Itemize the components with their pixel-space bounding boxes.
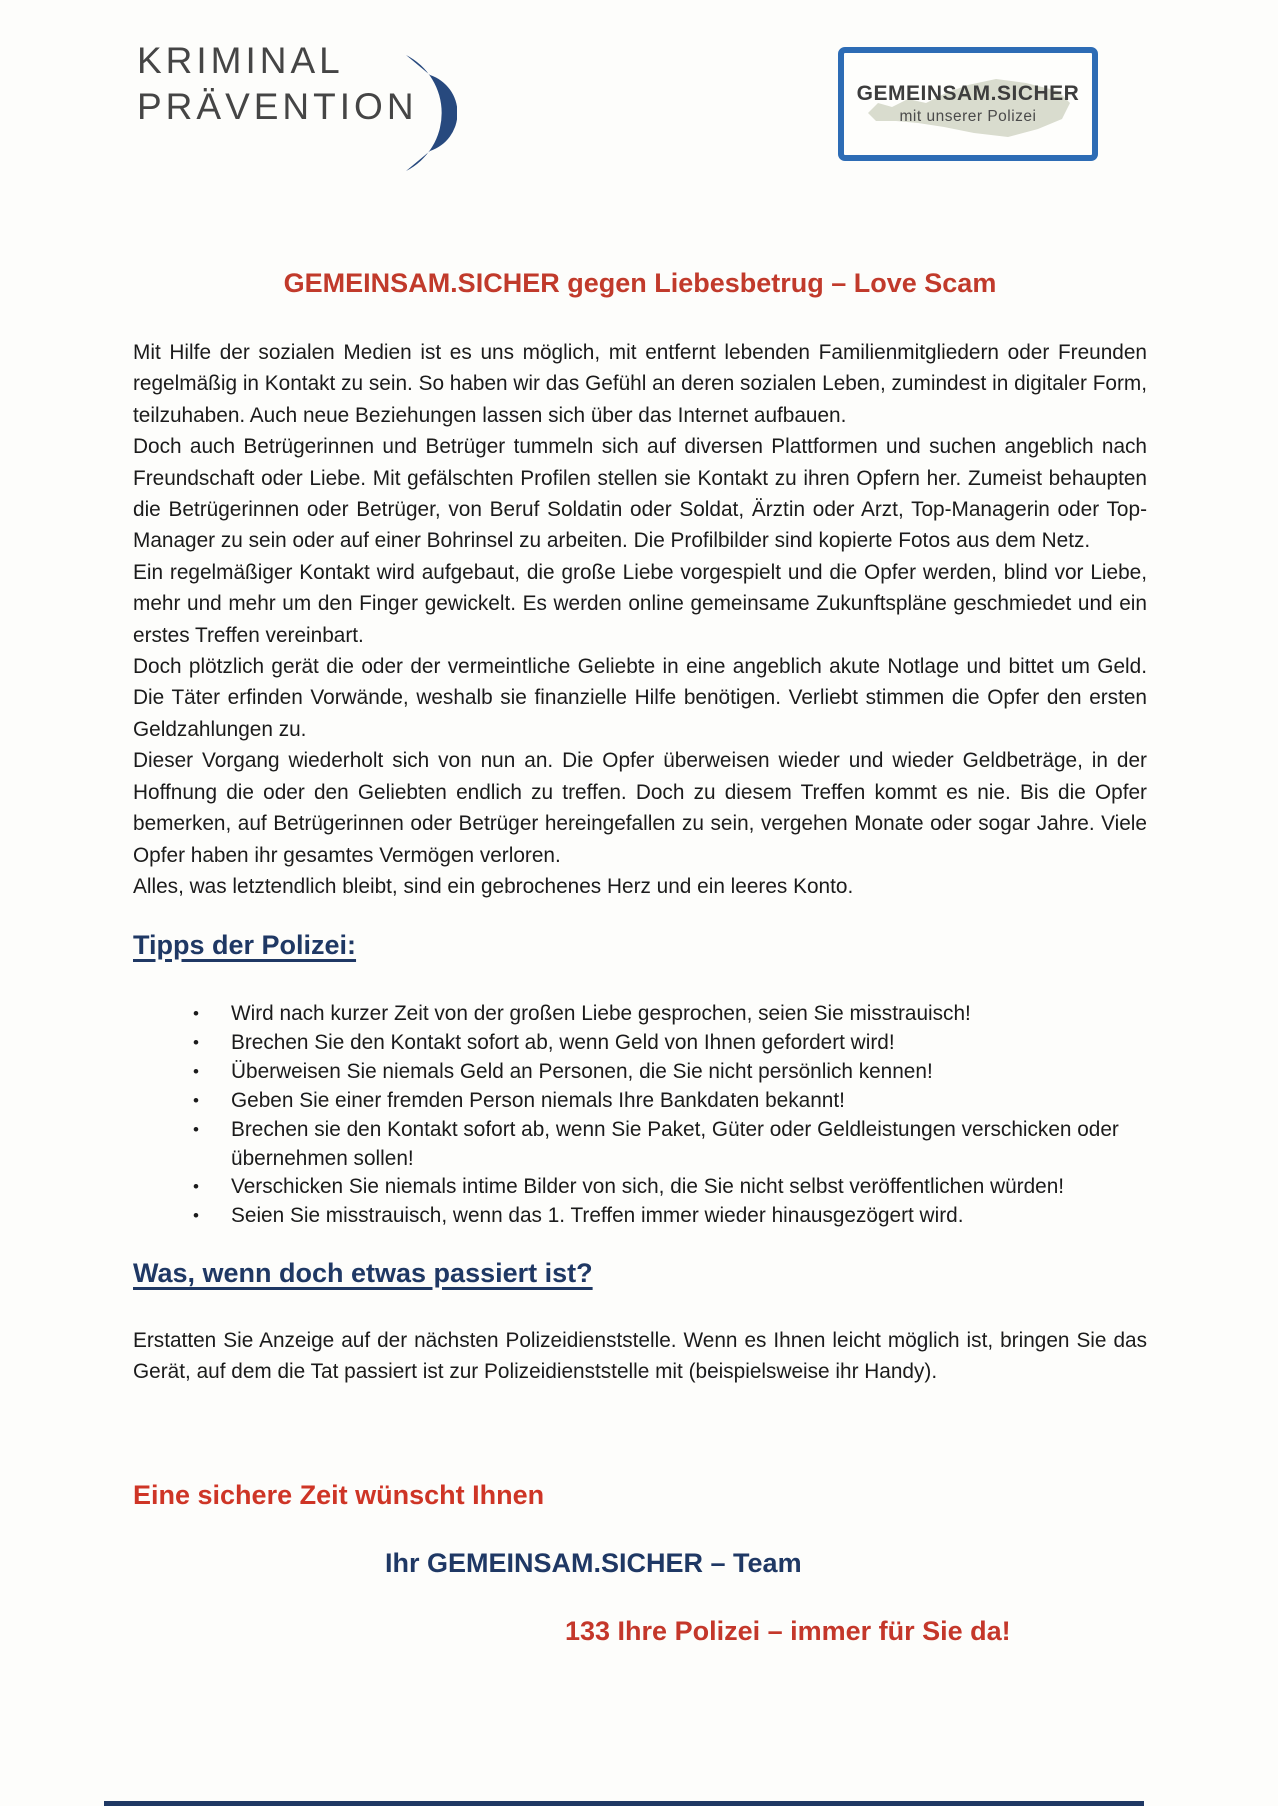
tip-text: Geben Sie einer fremden Person niemals Ihre Bankdaten bekannt! [231, 1088, 845, 1112]
closing-wish: Eine sichere Zeit wünscht Ihnen [133, 1480, 545, 1510]
footer-bar [104, 1801, 1144, 1806]
tip-item [193, 1058, 1207, 1087]
tip-item [193, 1202, 1207, 1231]
tip-item [193, 1000, 1207, 1029]
tip-text: Brechen Sie den Kontakt sofort ab, wenn Geld von Ihnen gefordert wird! [231, 1030, 895, 1054]
logo-text-line1: KRIMINAL [137, 40, 344, 81]
logo-text-line2: PRÄVENTION [137, 86, 418, 127]
bullet-icon: • [193, 1090, 199, 1110]
tips-list [133, 1000, 1207, 1231]
badge-text [844, 53, 1092, 155]
body-paragraph: Doch auch Betrügerinnen und Betrüger tummeln sich auf diversen Plattformen und suchen angeblich nach Freundschaft oder Liebe. Mit gefälschten Profilen stellen sie Kontakt zu ihren Opfern her. Zumeist behaupten die Betrügerinnen oder Betrüger, von Beruf Soldatin oder Soldat, Ärztin oder Arzt, Top-Managerin oder Top-Manager zu sein oder auf einer Bohrinsel zu arbeiten. Die Profilbilder sind kopierte Fotos aus dem Netz. [133, 435, 1147, 553]
incident-paragraph [133, 1325, 1147, 1388]
tip-item [193, 1173, 1207, 1202]
bullet-icon: • [193, 1032, 199, 1052]
tip-text: Wird nach kurzer Zeit von der großen Liebe gesprochen, seien Sie misstrauisch! [231, 1002, 971, 1025]
body-text [133, 337, 1147, 902]
tip-text: Überweisen Sie niemals Geld an Personen, die Sie nicht persönlich kennen! [231, 1059, 933, 1083]
closing-emergency: 133 Ihre Polizei – immer für Sie da! [565, 1616, 1011, 1646]
incident-heading: Was, wenn doch etwas passiert ist? [133, 1258, 593, 1288]
body-paragraph: Dieser Vorgang wiederholt sich von nun an. Die Opfer überweisen wieder und wieder Geldbeträge, in der Hoffnung die oder den Geliebten endlich zu treffen. Doch zu diesem Treffen kommt es nie. Bis die Opfer bemerken, auf Betrügerinnen oder Betrüger hereingefallen zu sein, vergehen Monate oder sogar Jahre. Viele Opfer haben ihr gesamtes Vermögen verloren. [133, 749, 1147, 867]
gemeinsam-sicher-badge [838, 47, 1098, 161]
body-paragraph: Doch plötzlich gerät die oder der vermeintliche Geliebte in eine angeblich akute Notlage und bittet um Geld. Die Täter erfinden Vorwände, weshalb sie finanzielle Hilfe benötigen. Verliebt stimmen die Opfer den ersten Geldzahlungen zu. [133, 655, 1147, 741]
body-paragraph: Ein regelmäßiger Kontakt wird aufgebaut, die große Liebe vorgespielt und die Opfer werden, blind vor Liebe, mehr und mehr um den Finger gewickelt. Es werden online gemeinsame Zukunftspläne geschmiedet und ein erstes Treffen vereinbart. [133, 560, 1147, 647]
page-title: GEMEINSAM.SICHER gegen Liebesbetrug – Love Scam [283, 268, 997, 298]
tip-text: Seien Sie misstrauisch, wenn das 1. Treffen immer wieder hinausgezögert wird. [231, 1204, 964, 1228]
bullet-icon: • [193, 1061, 199, 1081]
tip-text: Brechen sie den Kontakt sofort ab, wenn Sie Paket, Güter oder Geldleistungen verschicken oder übernehmen sollen! [231, 1117, 1119, 1170]
tips-heading: Tipps der Polizei: [133, 930, 357, 960]
badge-subtitle: mit unserer Polizei [899, 108, 1037, 125]
tip-item [193, 1087, 1207, 1116]
badge-title: GEMEINSAM.SICHER [856, 82, 1080, 105]
bullet-icon: • [193, 1177, 199, 1197]
tip-item [193, 1029, 1207, 1058]
bullet-icon: • [193, 1206, 199, 1226]
kriminal-praevention-logo [137, 38, 418, 130]
body-paragraph: Mit Hilfe der sozialen Medien ist es uns möglich, mit entfernt lebenden Familienmitgliedern oder Freunden regelmäßig in Kontakt zu sein. So haben wir das Gefühl an deren sozialen Leben, zumindest in digitaler Form, teilzuhaben. Auch neue Beziehungen lassen sich über das Internet aufbauen. [133, 341, 1147, 427]
body-paragraph: Alles, was letztendlich bleibt, sind ein gebrochenes Herz und ein leeres Konto. [133, 874, 854, 898]
closing-team: Ihr GEMEINSAM.SICHER – Team [385, 1548, 802, 1578]
blue-arc-icon [399, 50, 457, 176]
tip-item [193, 1116, 1207, 1174]
tip-text: Verschicken Sie niemals intime Bilder von sich, die Sie nicht selbst veröffentlichen würden! [231, 1175, 1065, 1199]
bullet-icon: • [193, 1119, 199, 1139]
bullet-icon: • [193, 1004, 199, 1023]
incident-paragraph-text: Erstatten Sie Anzeige auf der nächsten Polizeidienststelle. Wenn es Ihnen leicht möglich ist, bringen Sie das Gerät, auf dem die Tat passiert ist zur Polizeidienststelle mit (beispielsweise ihr Handy). [133, 1329, 1147, 1384]
